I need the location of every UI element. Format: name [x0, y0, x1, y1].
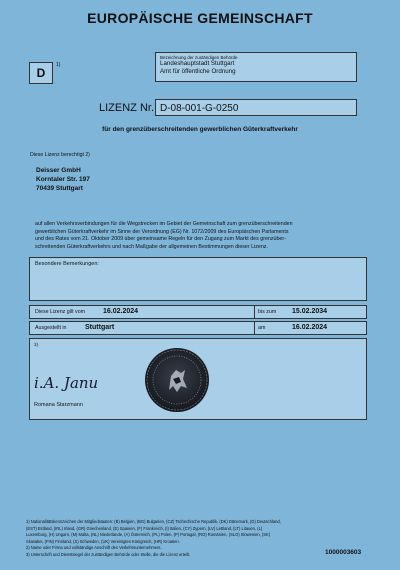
scope-line: auf allen Verkehrsverbindungen für die Wegstrecken im Gebiet der Gemeinschaft zum grenzüberschreitenden — [35, 221, 293, 227]
country-code-box: D — [29, 62, 53, 84]
holder-name: Deisser GmbH — [36, 167, 81, 174]
footnote-line: 1) Nationalitätskennzeichen der Mitgliedstaaten: (B) Belgien, (BG) Bulgarien, (CZ) Tschechische Republik, (DK) Dänemark, (D) Deutschland, — [26, 519, 281, 524]
validity-to-value: 15.02.2034 — [292, 307, 328, 315]
holder-address — [36, 166, 90, 193]
license-subtitle: für den grenzüberschreitenden gewerblichen Güterkraftverkehr — [102, 126, 298, 133]
signature-handwriting: i.A. Janu — [34, 374, 99, 392]
footnote-line: 2) Name oder Firma und vollständige Anschrift des Verkehrsunternehmers. — [26, 545, 162, 551]
remarks-label: Besondere Bemerkungen: — [35, 261, 99, 267]
serial-number: 1000003603 — [325, 549, 362, 556]
issued-date-value: 16.02.2024 — [292, 323, 328, 331]
validity-to-label: bis zum — [258, 309, 277, 315]
holder-label-row — [30, 152, 90, 158]
license-label: LIZENZ Nr. — [99, 102, 155, 114]
document-title: EUROPÄISCHE GEMEINSCHAFT — [87, 10, 313, 26]
scope-line: gewerblichen Güterkraftverkehr im Sinne der Verordnung (EG) Nr. 1072/2009 des Europäischen Parlaments — [35, 228, 289, 235]
footnote-line: (EST) Estland, (IRL) Irland, (GR) Griechenland, (E) Spanien, (F) Frankreich, (I) Italien, (CY) Zypern, (LV) Lettland, (LT) Litauen, (L) — [26, 525, 263, 531]
country-footnote-ref: 1) — [56, 62, 61, 68]
footnote-line: 3) Unterschrift und Dienstsiegel der zuständigen Behörde oder Stelle, die die Lizenz erteilt. — [26, 551, 191, 557]
scope-line: und des Rates vom 21. Oktober 2009 über gemeinsame Regeln für den Zugang zum Markt des grenzüber- — [35, 236, 286, 242]
authority-line-2: Amt für öffentliche Ordnung — [160, 67, 236, 75]
official-seal-icon — [143, 346, 211, 414]
holder-footnote-ref: 2) — [85, 152, 90, 158]
issued-row — [29, 321, 367, 335]
footnotes — [26, 519, 371, 559]
scope-line: schreitenden Güterkraftverkehrs und nach Maßgabe der allgemeinen Bestimmungen dieser Lizenz. — [35, 243, 268, 250]
signer-name: Romana Starzmann — [34, 402, 83, 408]
validity-row — [29, 305, 367, 319]
license-number: D-08-001-G-0250 — [155, 99, 357, 116]
holder-street: Korntaler Str. 197 — [36, 176, 90, 183]
holder-label: Diese Lizenz berechtigt — [30, 152, 84, 158]
issued-date-label: am — [258, 325, 266, 331]
holder-city: 70439 Stuttgart — [36, 185, 83, 192]
issued-place-value: Stuttgart — [85, 323, 115, 331]
signature-footnote-ref: 3) — [34, 342, 39, 347]
footnote-line: Luxemburg, (H) Ungarn, (M) Malta, (NL) Niederlande, (A) Österreich, (PL) Polen, (P) Portugal, (RO) Rumänien, (SLO) Slowenien, (SK) — [26, 532, 271, 538]
scope-text — [35, 221, 365, 251]
remarks-box — [29, 257, 367, 301]
validity-from-value: 16.02.2024 — [103, 307, 139, 315]
validity-from-label: Diese Lizenz gilt vom — [35, 309, 86, 315]
authority-box — [155, 52, 357, 82]
authority-label: Bezeichnung der zuständigen Behörde — [160, 55, 238, 60]
issued-place-label: Ausgestellt in — [35, 325, 67, 331]
authority-line-1: Landeshauptstadt Stuttgart — [160, 60, 235, 67]
footnote-line: Slowakei, (FIN) Finnland, (S) Schweden, (UK) Vereinigtes Königreich, (HR) Kroatien. — [26, 538, 180, 544]
